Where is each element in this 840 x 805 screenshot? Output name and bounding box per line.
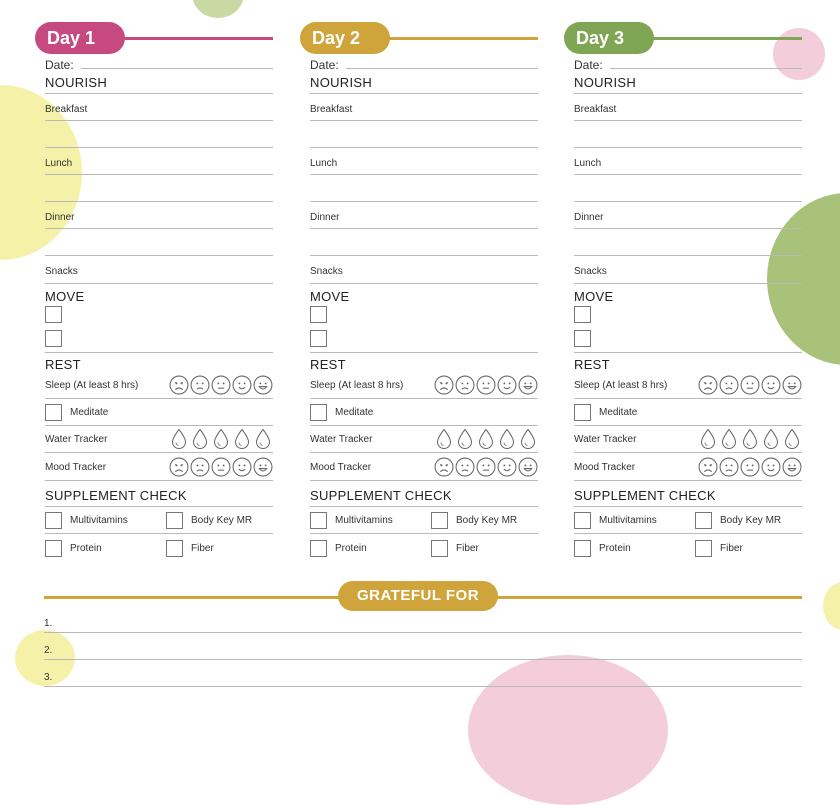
water-drop-icon[interactable] bbox=[169, 428, 189, 450]
day-header bbox=[35, 22, 273, 56]
lunch-label: Lunch bbox=[45, 158, 73, 169]
happy-face-icon[interactable] bbox=[782, 457, 802, 477]
sleep-label: Sleep (At least 8 hrs) bbox=[574, 380, 668, 391]
nourish-heading: NOURISH bbox=[574, 75, 637, 90]
multivitamins-checkbox[interactable] bbox=[45, 512, 62, 529]
grateful-number: 3. bbox=[44, 672, 53, 683]
lunch-field-extra-line[interactable] bbox=[45, 175, 273, 202]
snacks-label: Snacks bbox=[310, 266, 343, 277]
water-tracker bbox=[168, 428, 273, 450]
sleep-rating bbox=[168, 375, 273, 395]
meditate-row bbox=[574, 399, 802, 426]
move-checkbox-2[interactable] bbox=[310, 330, 327, 347]
mood-row bbox=[574, 453, 802, 481]
mood-rating bbox=[697, 457, 802, 477]
supplement-row-1 bbox=[574, 507, 802, 534]
sad-face-icon[interactable] bbox=[190, 375, 210, 395]
happy-face-icon[interactable] bbox=[253, 375, 273, 395]
water-drop-icon[interactable] bbox=[211, 428, 231, 450]
breakfast-field[interactable] bbox=[45, 94, 273, 121]
sad-face-icon[interactable] bbox=[455, 375, 475, 395]
supplement-row-2 bbox=[45, 534, 273, 561]
neutral-face-icon[interactable] bbox=[476, 375, 496, 395]
mood-row bbox=[45, 453, 273, 481]
day-header-line bbox=[123, 37, 273, 40]
mood-label: Mood Tracker bbox=[574, 462, 636, 473]
smile-face-icon[interactable] bbox=[761, 375, 781, 395]
rest-heading: REST bbox=[310, 357, 346, 372]
dinner-label: Dinner bbox=[310, 212, 340, 223]
sleep-rating bbox=[697, 375, 802, 395]
mood-rating bbox=[433, 457, 538, 477]
dinner-field[interactable] bbox=[574, 202, 802, 229]
body-key-label: Body Key MR bbox=[456, 515, 518, 526]
meditate-checkbox[interactable] bbox=[45, 404, 62, 421]
rest-heading-row bbox=[45, 353, 273, 371]
fiber-label: Fiber bbox=[191, 543, 214, 554]
happy-face-icon[interactable] bbox=[518, 457, 538, 477]
fiber-checkbox[interactable] bbox=[695, 540, 712, 557]
multivitamins-label: Multivitamins bbox=[335, 515, 393, 526]
mood-rating bbox=[168, 457, 273, 477]
nourish-heading-row bbox=[574, 72, 802, 94]
breakfast-label: Breakfast bbox=[45, 104, 88, 115]
move-checkbox-2[interactable] bbox=[574, 330, 591, 347]
sad-face-icon[interactable] bbox=[719, 375, 739, 395]
very-sad-face-icon[interactable] bbox=[434, 457, 454, 477]
rest-heading-row bbox=[574, 353, 802, 371]
date-label: Date: bbox=[310, 58, 339, 72]
move-checkbox-1[interactable] bbox=[45, 306, 62, 323]
neutral-face-icon[interactable] bbox=[740, 375, 760, 395]
sad-face-icon[interactable] bbox=[719, 457, 739, 477]
water-label: Water Tracker bbox=[574, 434, 637, 445]
breakfast-label: Breakfast bbox=[310, 104, 353, 115]
grateful-title: GRATEFUL FOR bbox=[338, 581, 498, 611]
snacks-field[interactable] bbox=[574, 256, 802, 284]
move-section bbox=[574, 284, 802, 353]
dinner-field-extra-line[interactable] bbox=[45, 229, 273, 256]
water-drop-icon[interactable] bbox=[434, 428, 454, 450]
water-drop-icon[interactable] bbox=[253, 428, 273, 450]
water-label: Water Tracker bbox=[45, 434, 108, 445]
lunch-field[interactable] bbox=[45, 148, 273, 175]
meditate-label: Meditate bbox=[335, 407, 374, 418]
body-key-label: Body Key MR bbox=[191, 515, 253, 526]
water-row bbox=[310, 426, 538, 453]
grateful-section bbox=[44, 580, 802, 700]
dinner-field[interactable] bbox=[310, 202, 538, 229]
day-label: Day 2 bbox=[300, 22, 390, 54]
grateful-line-2[interactable] bbox=[44, 633, 802, 660]
lunch-label: Lunch bbox=[310, 158, 338, 169]
meditate-label: Meditate bbox=[599, 407, 638, 418]
protein-label: Protein bbox=[599, 543, 631, 554]
happy-face-icon[interactable] bbox=[782, 375, 802, 395]
meditate-label: Meditate bbox=[70, 407, 109, 418]
smile-face-icon[interactable] bbox=[232, 457, 252, 477]
day-1-column bbox=[35, 22, 273, 561]
dinner-field-extra-line[interactable] bbox=[310, 229, 538, 256]
date-row[interactable] bbox=[310, 56, 538, 72]
smile-face-icon[interactable] bbox=[497, 375, 517, 395]
snacks-field[interactable] bbox=[310, 256, 538, 284]
move-checkbox-1[interactable] bbox=[574, 306, 591, 323]
sleep-rating bbox=[433, 375, 538, 395]
body-key-checkbox[interactable] bbox=[166, 512, 183, 529]
happy-face-icon[interactable] bbox=[253, 457, 273, 477]
fiber-checkbox[interactable] bbox=[431, 540, 448, 557]
snacks-label: Snacks bbox=[574, 266, 607, 277]
grateful-number: 1. bbox=[44, 618, 53, 629]
supplement-heading: SUPPLEMENT CHECK bbox=[574, 488, 716, 503]
multivitamins-checkbox[interactable] bbox=[574, 512, 591, 529]
rest-heading-row bbox=[310, 353, 538, 371]
rest-heading: REST bbox=[45, 357, 81, 372]
day-label: Day 1 bbox=[35, 22, 125, 54]
lunch-field-extra-line[interactable] bbox=[310, 175, 538, 202]
breakfast-field[interactable] bbox=[574, 94, 802, 121]
lunch-field[interactable] bbox=[574, 148, 802, 175]
very-sad-face-icon[interactable] bbox=[698, 457, 718, 477]
water-drop-icon[interactable] bbox=[740, 428, 760, 450]
sleep-row bbox=[45, 371, 273, 399]
grateful-number: 2. bbox=[44, 645, 53, 656]
grateful-line-3[interactable] bbox=[44, 660, 802, 687]
very-sad-face-icon[interactable] bbox=[434, 375, 454, 395]
water-drop-icon[interactable] bbox=[232, 428, 252, 450]
grateful-line-1[interactable] bbox=[44, 606, 802, 633]
date-row[interactable] bbox=[574, 56, 802, 72]
smile-face-icon[interactable] bbox=[761, 457, 781, 477]
dinner-label: Dinner bbox=[574, 212, 604, 223]
lunch-field[interactable] bbox=[310, 148, 538, 175]
breakfast-field-extra-line[interactable] bbox=[574, 121, 802, 148]
body-key-checkbox[interactable] bbox=[431, 512, 448, 529]
supplement-heading-row bbox=[310, 481, 538, 507]
nourish-heading-row bbox=[45, 72, 273, 94]
meditate-checkbox[interactable] bbox=[574, 404, 591, 421]
very-sad-face-icon[interactable] bbox=[169, 457, 189, 477]
fiber-label: Fiber bbox=[720, 543, 743, 554]
date-label: Date: bbox=[45, 58, 74, 72]
sleep-row bbox=[574, 371, 802, 399]
day-header-line bbox=[388, 37, 538, 40]
date-field-line bbox=[81, 68, 273, 69]
supplement-heading-row bbox=[45, 481, 273, 507]
snacks-field[interactable] bbox=[45, 256, 273, 284]
mood-row bbox=[310, 453, 538, 481]
water-row bbox=[45, 426, 273, 453]
protein-label: Protein bbox=[335, 543, 367, 554]
water-drop-icon[interactable] bbox=[518, 428, 538, 450]
neutral-face-icon[interactable] bbox=[211, 457, 231, 477]
water-drop-icon[interactable] bbox=[698, 428, 718, 450]
water-drop-icon[interactable] bbox=[719, 428, 739, 450]
sleep-label: Sleep (At least 8 hrs) bbox=[45, 380, 139, 391]
very-sad-face-icon[interactable] bbox=[169, 375, 189, 395]
multivitamins-label: Multivitamins bbox=[70, 515, 128, 526]
sleep-label: Sleep (At least 8 hrs) bbox=[310, 380, 404, 391]
move-section bbox=[45, 284, 273, 353]
neutral-face-icon[interactable] bbox=[740, 457, 760, 477]
supplement-heading: SUPPLEMENT CHECK bbox=[310, 488, 452, 503]
water-drop-icon[interactable] bbox=[761, 428, 781, 450]
move-checkbox-1[interactable] bbox=[310, 306, 327, 323]
date-field-line bbox=[610, 68, 802, 69]
move-heading: MOVE bbox=[574, 289, 614, 304]
date-row[interactable] bbox=[45, 56, 273, 72]
body-key-checkbox[interactable] bbox=[695, 512, 712, 529]
water-row bbox=[574, 426, 802, 453]
supplement-row-1 bbox=[310, 507, 538, 534]
water-drop-icon[interactable] bbox=[455, 428, 475, 450]
smile-face-icon[interactable] bbox=[232, 375, 252, 395]
rest-heading: REST bbox=[574, 357, 610, 372]
multivitamins-label: Multivitamins bbox=[599, 515, 657, 526]
dinner-field[interactable] bbox=[45, 202, 273, 229]
supplement-row-2 bbox=[310, 534, 538, 561]
snacks-label: Snacks bbox=[45, 266, 78, 277]
day-header bbox=[300, 22, 538, 56]
day-2-column bbox=[300, 22, 538, 561]
mood-label: Mood Tracker bbox=[45, 462, 107, 473]
move-checkbox-2[interactable] bbox=[45, 330, 62, 347]
nourish-heading: NOURISH bbox=[45, 75, 108, 90]
water-drop-icon[interactable] bbox=[497, 428, 517, 450]
water-drop-icon[interactable] bbox=[782, 428, 802, 450]
supplement-row-1 bbox=[45, 507, 273, 534]
nourish-heading: NOURISH bbox=[310, 75, 373, 90]
lunch-label: Lunch bbox=[574, 158, 602, 169]
mood-label: Mood Tracker bbox=[310, 462, 372, 473]
fiber-checkbox[interactable] bbox=[166, 540, 183, 557]
water-tracker bbox=[433, 428, 538, 450]
day-header-line bbox=[652, 37, 802, 40]
date-label: Date: bbox=[574, 58, 603, 72]
meditate-row bbox=[45, 399, 273, 426]
fiber-label: Fiber bbox=[456, 543, 479, 554]
neutral-face-icon[interactable] bbox=[476, 457, 496, 477]
protein-checkbox[interactable] bbox=[574, 540, 591, 557]
date-field-line bbox=[346, 68, 538, 69]
water-drop-icon[interactable] bbox=[190, 428, 210, 450]
move-heading: MOVE bbox=[45, 289, 85, 304]
dinner-field-extra-line[interactable] bbox=[574, 229, 802, 256]
water-tracker bbox=[697, 428, 802, 450]
deco-circle-yellow-right bbox=[823, 582, 840, 630]
neutral-face-icon[interactable] bbox=[211, 375, 231, 395]
sleep-row bbox=[310, 371, 538, 399]
protein-label: Protein bbox=[70, 543, 102, 554]
very-sad-face-icon[interactable] bbox=[698, 375, 718, 395]
nourish-heading-row bbox=[310, 72, 538, 94]
meditate-checkbox[interactable] bbox=[310, 404, 327, 421]
body-key-label: Body Key MR bbox=[720, 515, 782, 526]
day-label: Day 3 bbox=[564, 22, 654, 54]
breakfast-field-extra-line[interactable] bbox=[310, 121, 538, 148]
protein-checkbox[interactable] bbox=[45, 540, 62, 557]
supplement-row-2 bbox=[574, 534, 802, 561]
breakfast-field[interactable] bbox=[310, 94, 538, 121]
protein-checkbox[interactable] bbox=[310, 540, 327, 557]
water-drop-icon[interactable] bbox=[476, 428, 496, 450]
water-label: Water Tracker bbox=[310, 434, 373, 445]
supplement-heading: SUPPLEMENT CHECK bbox=[45, 488, 187, 503]
lunch-field-extra-line[interactable] bbox=[574, 175, 802, 202]
day-header bbox=[564, 22, 802, 56]
day-3-column bbox=[564, 22, 802, 561]
move-section bbox=[310, 284, 538, 353]
move-heading: MOVE bbox=[310, 289, 350, 304]
breakfast-field-extra-line[interactable] bbox=[45, 121, 273, 148]
sad-face-icon[interactable] bbox=[455, 457, 475, 477]
smile-face-icon[interactable] bbox=[497, 457, 517, 477]
supplement-heading-row bbox=[574, 481, 802, 507]
dinner-label: Dinner bbox=[45, 212, 75, 223]
sad-face-icon[interactable] bbox=[190, 457, 210, 477]
breakfast-label: Breakfast bbox=[574, 104, 617, 115]
deco-circle-green-top bbox=[192, 0, 244, 18]
happy-face-icon[interactable] bbox=[518, 375, 538, 395]
meditate-row bbox=[310, 399, 538, 426]
multivitamins-checkbox[interactable] bbox=[310, 512, 327, 529]
